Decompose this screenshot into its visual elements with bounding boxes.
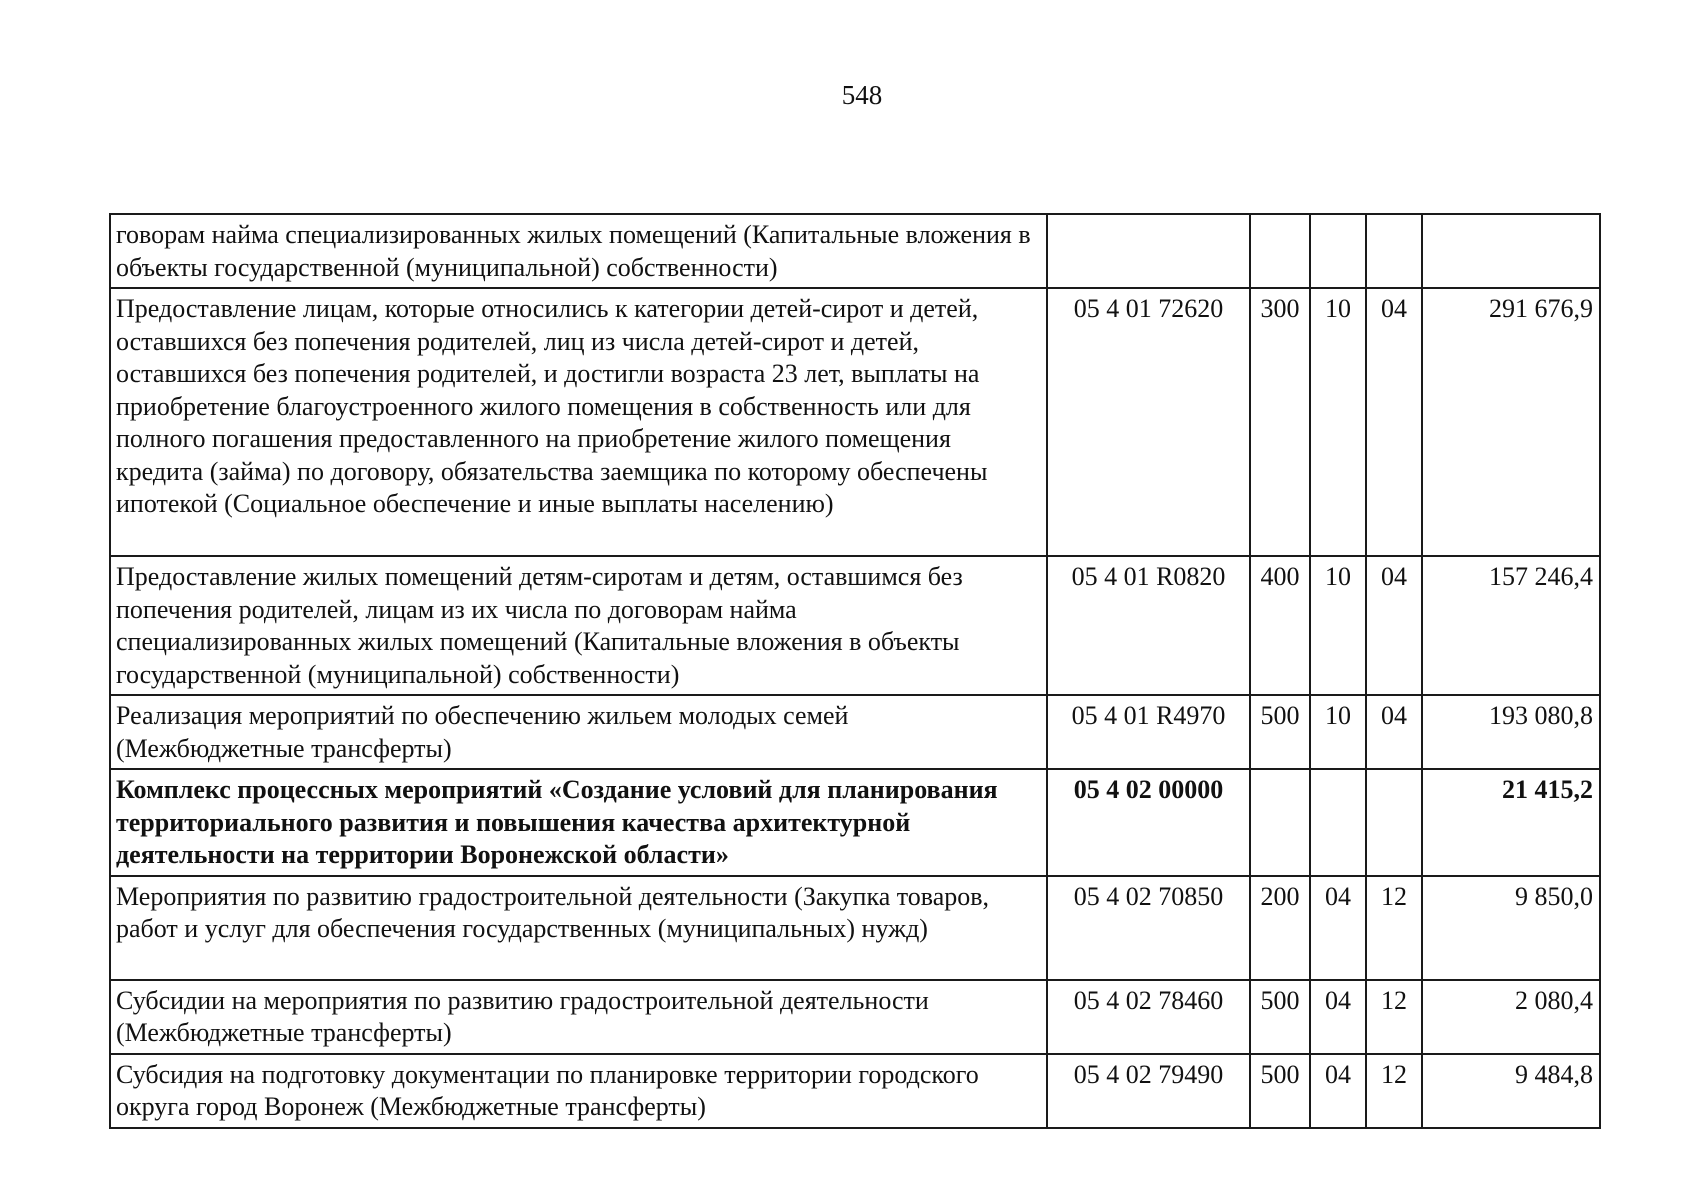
row-expense-type: 500 xyxy=(1250,695,1310,769)
table-row xyxy=(110,695,1600,769)
row-expense-type: 200 xyxy=(1250,876,1310,980)
row-amount: 157 246,4 xyxy=(1422,556,1600,695)
row-expense-type: 300 xyxy=(1250,288,1310,556)
table-row xyxy=(110,556,1600,695)
row-code: 05 4 02 79490 xyxy=(1047,1054,1250,1128)
row-code: 05 4 02 00000 xyxy=(1047,769,1250,876)
row-section: 10 xyxy=(1310,556,1366,695)
row-code: 05 4 01 R4970 xyxy=(1047,695,1250,769)
row-subsection: 12 xyxy=(1366,876,1422,980)
row-description: Предоставление жилых помещений детям-сиротам и детям, оставшимся без попечения родителей, лицам из их числа по договорам найма специализированных жилых помещений (Капитальные вложения в объекты государственной (муниципальной) собственности) xyxy=(110,556,1047,695)
table-body xyxy=(110,214,1600,1128)
row-description: Комплекс процессных мероприятий «Создание условий для планирования территориального развития и повышения качества архитектурной деятельности на территории Воронежской области» xyxy=(110,769,1047,876)
row-expense-type: 500 xyxy=(1250,1054,1310,1128)
row-subsection: 12 xyxy=(1366,1054,1422,1128)
row-code xyxy=(1047,214,1250,288)
budget-table xyxy=(109,213,1601,1129)
table-row xyxy=(110,214,1600,288)
row-expense-type: 400 xyxy=(1250,556,1310,695)
row-section xyxy=(1310,769,1366,876)
row-subsection xyxy=(1366,214,1422,288)
row-code: 05 4 02 70850 xyxy=(1047,876,1250,980)
row-expense-type: 500 xyxy=(1250,980,1310,1054)
row-section: 10 xyxy=(1310,288,1366,556)
row-amount: 291 676,9 xyxy=(1422,288,1600,556)
page-number: 548 xyxy=(841,80,883,110)
row-description: Реализация мероприятий по обеспечению жильем молодых семей (Межбюджетные трансферты) xyxy=(110,695,1047,769)
row-subsection xyxy=(1366,769,1422,876)
row-subsection: 04 xyxy=(1366,556,1422,695)
row-code: 05 4 01 72620 xyxy=(1047,288,1250,556)
row-amount xyxy=(1422,214,1600,288)
row-section: 04 xyxy=(1310,980,1366,1054)
table-row xyxy=(110,980,1600,1054)
row-description: Предоставление лицам, которые относились к категории детей-сирот и детей, оставшихся без попечения родителей, лиц из числа детей-сирот и детей, оставшихся без попечения родителей, и достигли возраста 23 лет, выплаты на приобретение благоустроенного жилого помещения в собственность или для полного погашения предоставленного на приобретение жилого помещения кредита (займа) по договору, обязательства заемщика по которому обеспечены ипотекой (Социальное обеспечение и иные выплаты населению) xyxy=(110,288,1047,556)
row-subsection: 04 xyxy=(1366,695,1422,769)
row-subsection: 12 xyxy=(1366,980,1422,1054)
row-description: Субсидии на мероприятия по развитию градостроительной деятельности (Межбюджетные трансферты) xyxy=(110,980,1047,1054)
table-row xyxy=(110,1054,1600,1128)
row-subsection: 04 xyxy=(1366,288,1422,556)
row-section xyxy=(1310,214,1366,288)
row-code: 05 4 02 78460 xyxy=(1047,980,1250,1054)
row-description: Субсидия на подготовку документации по планировке территории городского округа город Воронеж (Межбюджетные трансферты) xyxy=(110,1054,1047,1128)
table-row-group-header xyxy=(110,769,1600,876)
row-code: 05 4 01 R0820 xyxy=(1047,556,1250,695)
row-amount: 21 415,2 xyxy=(1422,769,1600,876)
row-amount: 9 850,0 xyxy=(1422,876,1600,980)
row-amount: 193 080,8 xyxy=(1422,695,1600,769)
row-amount: 2 080,4 xyxy=(1422,980,1600,1054)
table-row xyxy=(110,876,1600,980)
row-expense-type xyxy=(1250,769,1310,876)
row-description: говорам найма специализированных жилых помещений (Капитальные вложения в объекты государственной (муниципальной) собственности) xyxy=(110,214,1047,288)
row-section: 04 xyxy=(1310,876,1366,980)
row-amount: 9 484,8 xyxy=(1422,1054,1600,1128)
row-section: 04 xyxy=(1310,1054,1366,1128)
row-description: Мероприятия по развитию градостроительной деятельности (Закупка товаров, работ и услуг для обеспечения государственных (муниципальных) нужд) xyxy=(110,876,1047,980)
row-expense-type xyxy=(1250,214,1310,288)
row-section: 10 xyxy=(1310,695,1366,769)
table-row xyxy=(110,288,1600,556)
